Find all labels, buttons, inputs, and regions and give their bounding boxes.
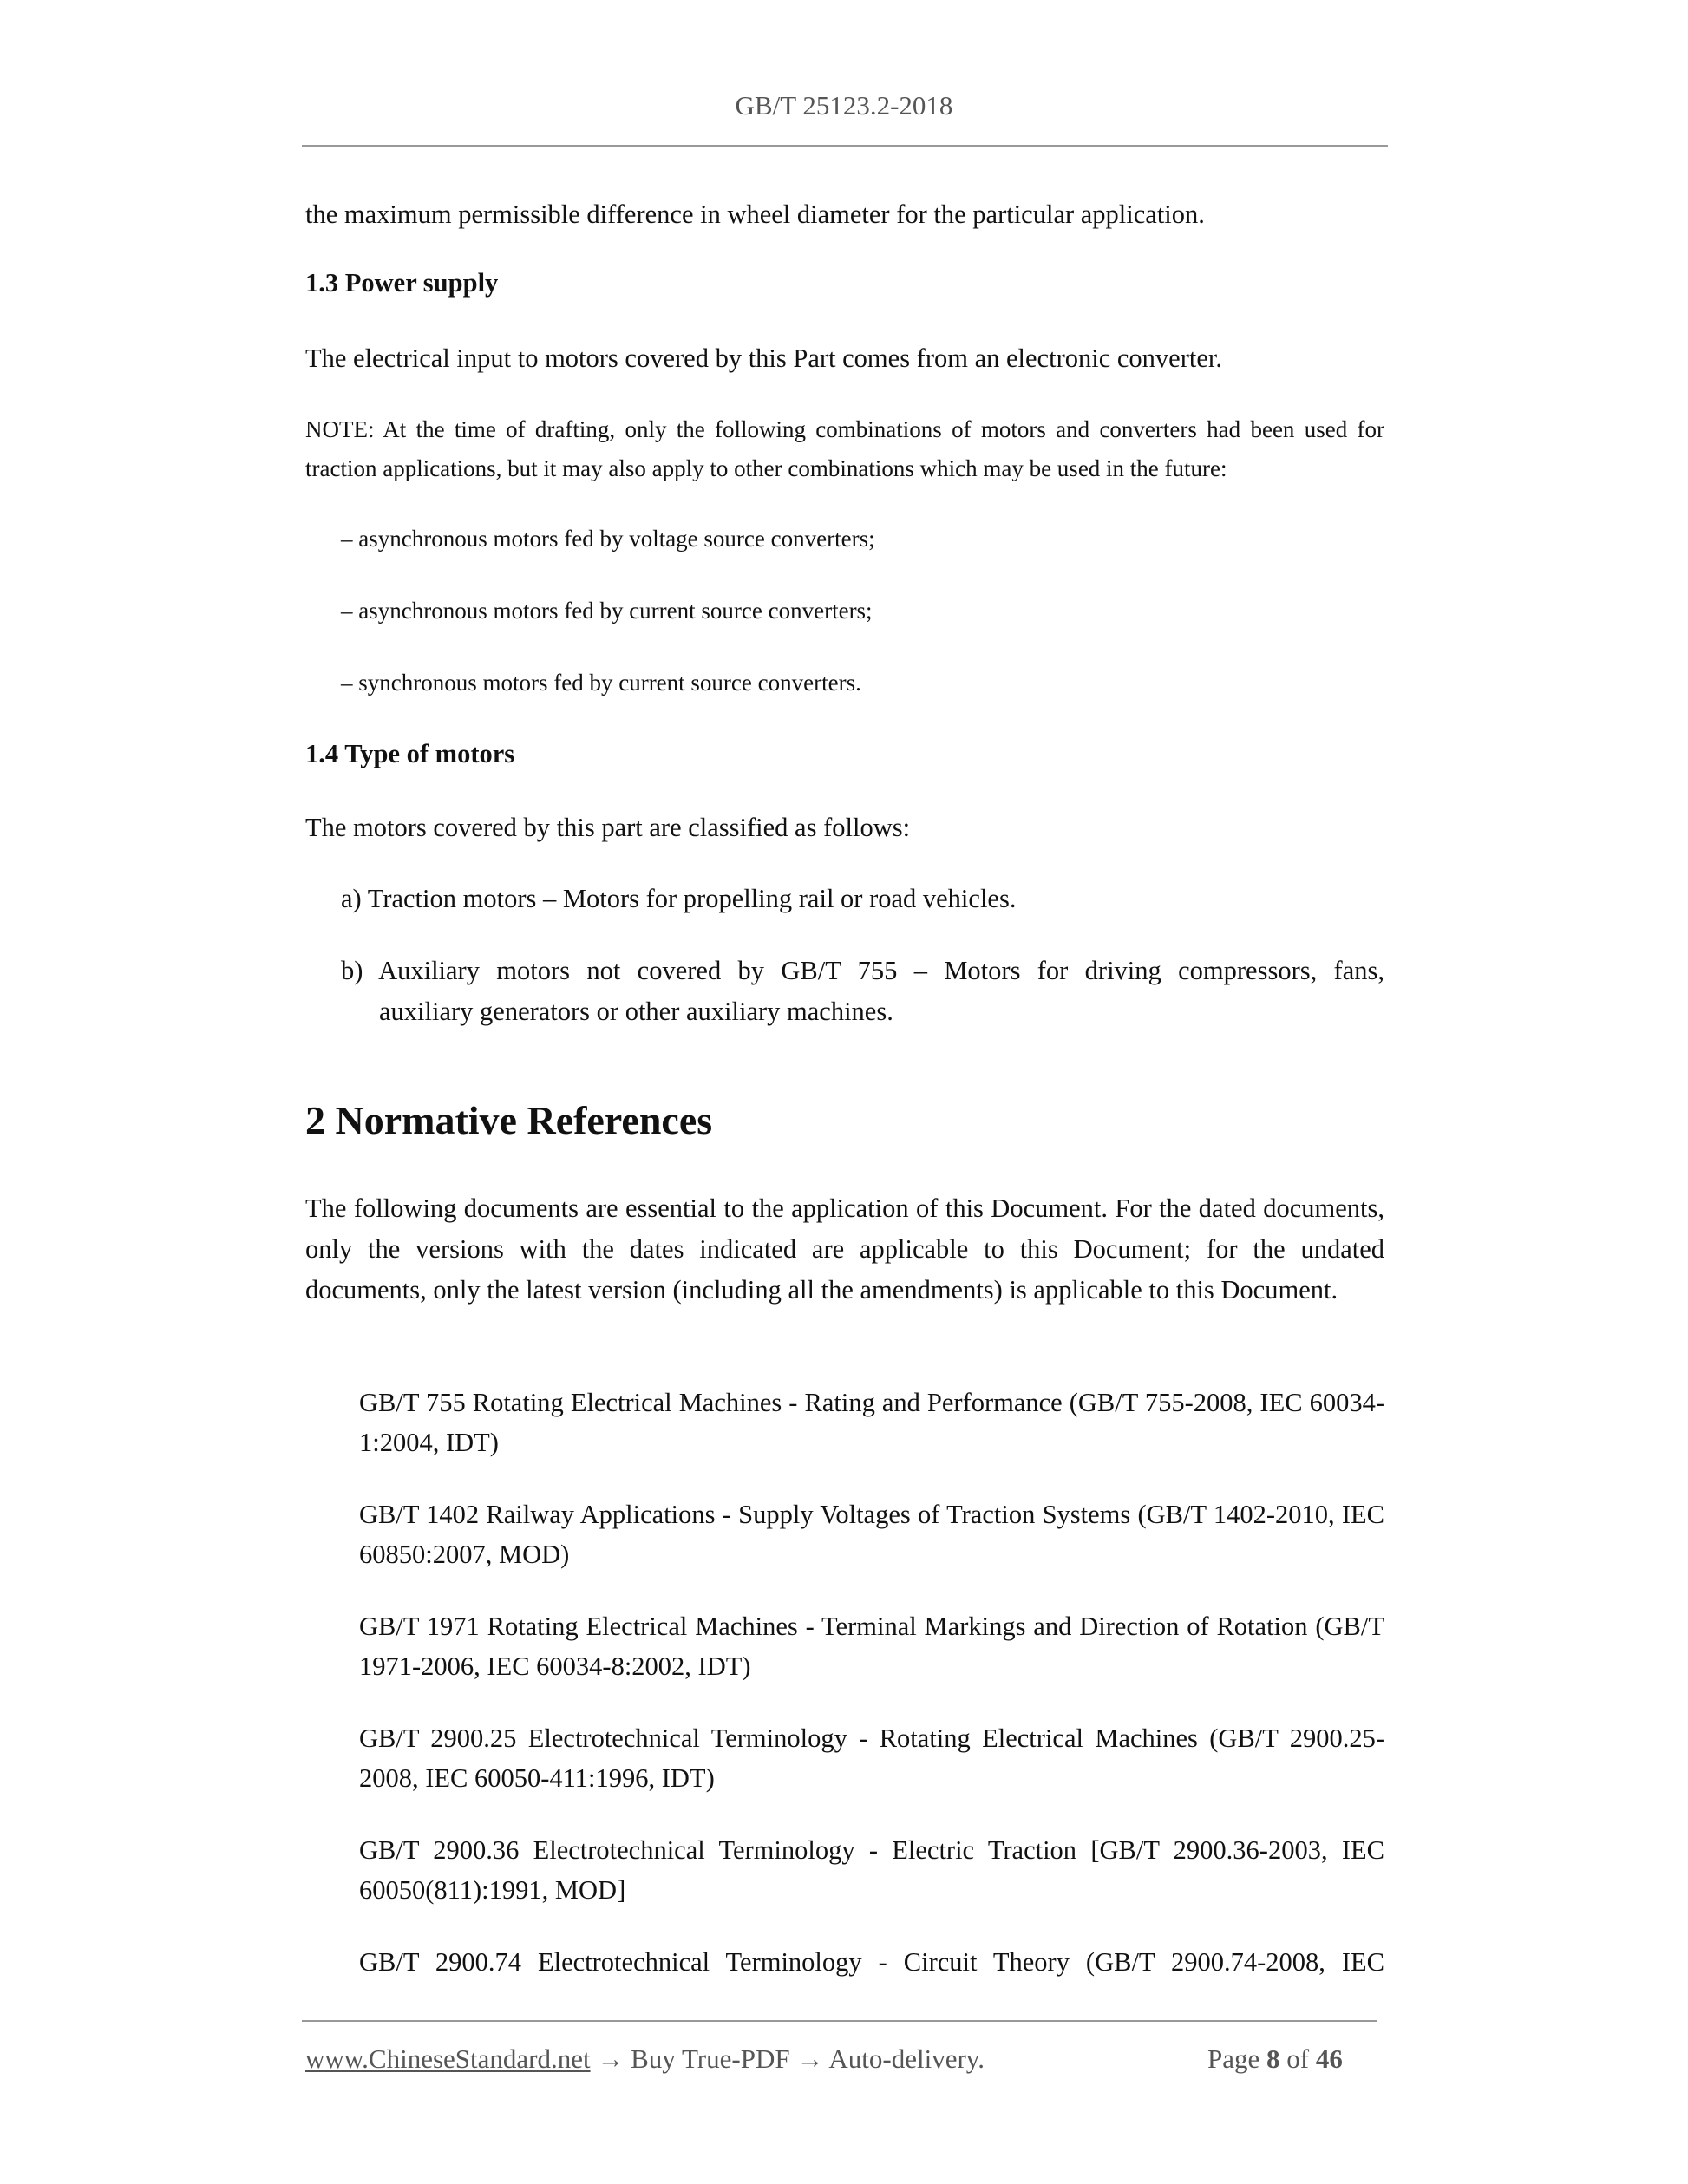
reference-item: GB/T 2900.74 Electrotechnical Terminology - Circuit Theory (GB/T 2900.74-2008, IEC <box>359 1947 1384 1977</box>
reference-item: GB/T 2900.25 Electrotechnical Terminology - Rotating Electrical Machines (GB/T 2900.25-2008, IEC 60050-411:1996, IDT) <box>359 1723 1384 1793</box>
note-paragraph: NOTE: At the time of drafting, only the following combinations of motors and converters had been used for traction applications, but it may also apply to other combinations which may be used in the future: <box>305 416 1384 481</box>
list-item-text: b) Auxiliary motors not covered by GB/T 755 – Motors for driving compressors, fans, <box>341 956 1384 985</box>
continuation-text: the maximum permissible difference in wheel diameter for the particular application. <box>305 199 1205 229</box>
bullet-item: – asynchronous motors fed by voltage source converters; <box>341 526 875 552</box>
arrow-right-icon: → <box>597 2043 625 2074</box>
bullet-item: – asynchronous motors fed by current source converters; <box>341 598 873 624</box>
page-number: 8 <box>1266 2043 1280 2074</box>
reference-item: GB/T 1402 Railway Applications - Supply Voltages of Traction Systems (GB/T 1402-2010, IEC 60850:2007, MOD) <box>359 1500 1384 1569</box>
footer-divider <box>302 2020 1377 2022</box>
page-indicator <box>1207 2043 1343 2075</box>
of-label: of <box>1286 2043 1310 2074</box>
document-header-id: GB/T 25123.2-2018 <box>735 90 953 121</box>
list-item-b <box>341 951 1384 1032</box>
buy-pdf-text: Buy True-PDF <box>631 2043 790 2074</box>
heading-2-normative-references: 2 Normative References <box>305 1098 713 1142</box>
page-label: Page <box>1207 2043 1260 2074</box>
list-item-text: a) Traction motors – Motors for propelling rail or road vehicles. <box>341 884 1017 913</box>
total-pages: 46 <box>1315 2043 1343 2074</box>
paragraph-power-supply: The electrical input to motors covered by this Part comes from an electronic converter. <box>305 343 1222 373</box>
reference-item: GB/T 1971 Rotating Electrical Machines - Terminal Markings and Direction of Rotation (GB/T 1971-2006, IEC 60034-8:2002, IDT) <box>359 1612 1384 1681</box>
auto-delivery-text: Auto-delivery. <box>828 2043 985 2074</box>
heading-1-4: 1.4 Type of motors <box>305 739 515 768</box>
header-divider <box>302 145 1388 147</box>
chinesestandard-link[interactable]: www.ChineseStandard.net <box>305 2043 591 2074</box>
list-item-a <box>341 879 1384 919</box>
reference-item: GB/T 755 Rotating Electrical Machines - Rating and Performance (GB/T 755-2008, IEC 60034-1:2004, IDT) <box>359 1388 1384 1457</box>
footer-left <box>305 2043 985 2075</box>
reference-item: GB/T 2900.36 Electrotechnical Terminology - Electric Traction [GB/T 2900.36-2003, IEC 60050(811):1991, MOD] <box>359 1835 1384 1905</box>
paragraph-normative-intro: The following documents are essential to the application of this Document. For the dated documents, only the versions with the dates indicated are applicable to this Document; for the undated documents, only the latest version (including all the amendments) is applicable to this Document. <box>305 1193 1384 1305</box>
heading-1-3: 1.3 Power supply <box>305 268 499 298</box>
bullet-item: – synchronous motors fed by current source converters. <box>341 670 861 696</box>
list-item-continuation: auxiliary generators or other auxiliary machines. <box>379 997 893 1026</box>
paragraph-motor-types: The motors covered by this part are classified as follows: <box>305 813 911 842</box>
arrow-right-icon: → <box>796 2043 824 2074</box>
